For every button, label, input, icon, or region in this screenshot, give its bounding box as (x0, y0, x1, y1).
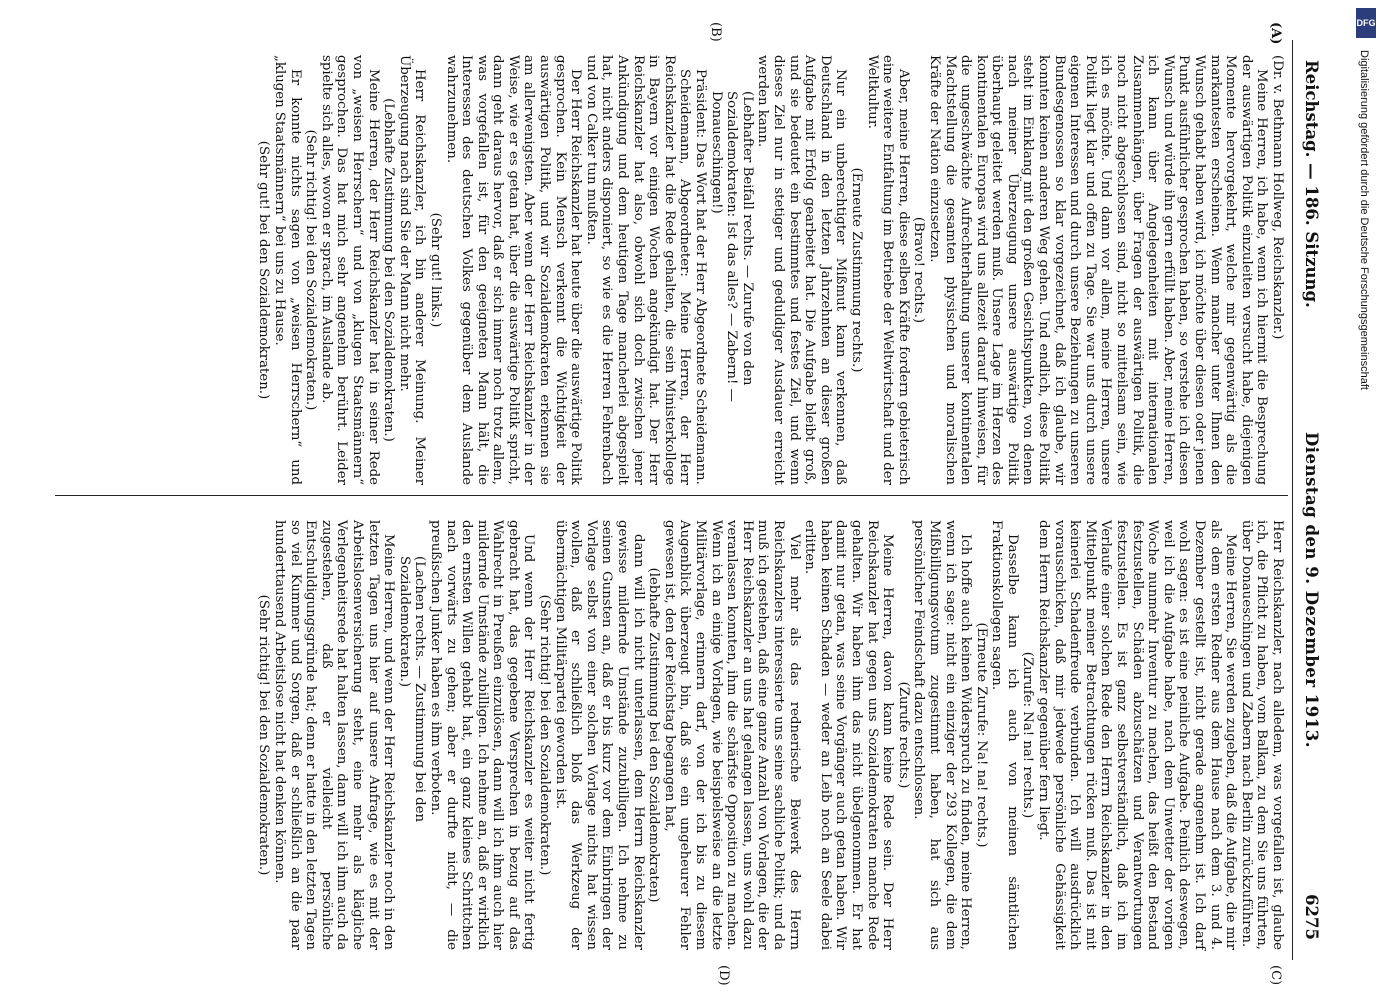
paragraph: Meine Herren, und wenn der Herr Reichskanzler noch in den letzten Tagen uns hier auf unsere Anfrage, wie es mit der Arbeitslosenversicherung steht, eine mehr als klägliche Verlegenheitsrede hat halten lassen, dann will ich ihm auch da zugestehen, daß er vielleicht persönliche Entschuldigungsgründe hat; denn er hatte in den letzten Tagen so viel Kummer und Sorgen, daß er schließlich an die paar hunderttausend Arbeitslose nicht hat denken können. (272, 520, 397, 950)
interjection: (Zurufe rechts.) (895, 681, 911, 789)
interjection: (Lebhafter Beifall rechts. — Zurufe von den Sozialdemokraten: Ist das alles? — Zabern! — Donaueschingen!) (708, 91, 755, 402)
rotated-page-frame (43, 0, 1343, 1000)
interjection: (lebhafte Zustimmung bei den Sozialdemokraten) (646, 567, 662, 903)
dfg-logo: DFG (1356, 8, 1376, 38)
paragraph: Meine Herren, davon kann keine Rede sein. Der Herr Reichskanzler hat gegen uns Sozialdemokraten manche Rede gehalten. Wir haben ihm das nicht übelgenommen. Er hat damit nur getan, was seine Vorgänger auch getan haben. Wir haben keinen Schaden — weder an Leib noch an Seele dabei erlitten. (802, 520, 896, 950)
interjection: (Zurufe: Na! na! rechts.) (1020, 651, 1036, 819)
paragraph: Er konnte nichts sagen von „weisen Herrschern“ und „klugen Staatsmännern“ bei uns zu Hause. (272, 55, 303, 485)
paragraph: Meine Herren, der Herr Reichskanzler hat in seiner Rede von „weisen Herrschern“ und von „klugen Staatsmännern“ gesprochen. Das hat mich sehr angenehm berührt. Leider spielte sich alles, wovon er sprach, im Auslande ab. (318, 55, 381, 485)
paragraph: (Dr. v. Bethmann Hollweg, Reichskanzler.) (1270, 55, 1285, 340)
running-head-date: Dienstag den 9. Dezember 1913. (1302, 432, 1321, 748)
paragraph: Herr Reichskanzler, nach alledem, was vorgefallen ist, glaube ich, die Pflicht zu haben, vom Balkan, zu dem Sie uns führten, über Donaueschingen und Zabern nach Berlin zurückzuführen. (1238, 520, 1285, 950)
digitization-note-text: Digitalisierung gefördert durch die Deutsche Forschungsgemeinschaft (1358, 50, 1370, 390)
interjection: (Sehr gut! links.) (427, 212, 443, 328)
paragraph: Scheidemann, Abgeordneter: Meine Herren, der Herr Reichskanzler hat die Rede gehalten, die sein Ministerkollege in Bayern vor einigen Wochen angekündigt hat. Der Herr Reichskanzler hat also, obwohl sich doch zwischen jener Ankündigung und dem heutigen Tage mancherlei abgespielt hat, nicht anders disponiert, so wie es die Herren Fehrenbach und von Calker tun mußten. (583, 55, 693, 485)
column-divider (55, 495, 1288, 496)
paragraph: Aber, meine Herren, diese selben Kräfte fordern gebieterisch eine weitere Entfaltung im Betriebe der Weltwirtschaft und der Weltkultur. (864, 55, 911, 485)
interjection: (Erneute Zustimmung rechts.) (848, 167, 864, 373)
paragraph: Meine Herren, ich habe, wenn ich hiermit die Besprechung der auswärtigen Politik einzuleiten versucht habe, diejenigen Momente hervorgekehrt, welche mir gegenwärtig als die markantesten erscheinen. Wenn mancher unter Ihnen den Wunsch gehabt haben wird, ich möchte über diesen oder jenen Punkt ausführlicher gesprochen haben, so verstehe ich diesen Wunsch und würde ihn gern erfüllt haben. Aber, meine Herren, ich kann über Angelegenheiten mit internationalen Zusammenhängen, über Fragen der auswärtigen Politik, die noch nicht abgeschlossen sind, nicht so mitteilsam sein, wie ich es möchte. Und dann vor allem, meine Herren, unsere Politik liegt klar und offen zu Tage. Sie war uns durch unsere eigenen Interessen und durch unsere Beziehungen zu unseren Bundesgenossen so klar vorgezeichnet, daß ich glaube, wir konnten keinen anderen Weg gehen. Und endlich, diese Politik steht im Einklang mit den großen Gesichtspunkten, von denen nach meiner Überzeugung unsere auswärtige Politik überhaupt geleitet werden muß. Unsere Lage im Herzen des kontinentalen Europas wird uns allezeit darauf hinweisen, für die ungeschwächte Aufrechterhaltung unserer kontinentalen Machtstellung die gesamten physischen und moralischen Kräfte der Nation einzusetzen. (926, 55, 1270, 485)
paragraph: Meine Herren, Sie werden zugeben, daß die Aufgabe, die mir als dem ersten Redner aus dem Hause nach dem 3. und 4. Dezember gestellt ist, nicht gerade angenehm ist. Ich darf wohl sagen: es ist eine peinliche Aufgabe. Peinlich deswegen, weil ich die Aufgabe habe, nach dem Unwetter der vorigen Woche nunmehr Inventur zu machen, das heißt den Bestand festzustellen, Schäden abzuschätzen und Verantwortungen festzustellen. Es ist ganz selbstverständlich, daß ich im Verlaufe einer solchen Rede den Herrn Reichskanzler in den Mittelpunkt meiner Betrachtungen rücken muß. Das ist mit keinerlei Schadenfreude verbunden. Ich will ausdrücklich vorausschicken, daß mir jedwede persönliche Gehässigkeit dem Herrn Reichskanzler gegenüber fern liegt. (1036, 520, 1239, 950)
right-text-column (256, 520, 1285, 950)
paragraph: Und wenn der Herr Reichskanzler es weiter nicht fertig gebracht hat, das gegebene Versprechen in bezug auf das Wahlrecht in Preußen einzulösen, dann will ich ihm auch hier mildernde Umstände zubilligen. Ich nehme an, daß er wirklich den ernsten Willen gehabt hat, ein ganz kleines Schrittchen nach vorwärts zu gehen; aber er durfte nicht, — die preußischen Junker haben es ihm verboten. (427, 520, 537, 950)
paragraph: Herr Reichskanzler, ich bin anderer Meinung. Meiner Überzeugung nach sind Sie der Mann nicht mehr. (396, 55, 428, 485)
paragraph: dann will ich nicht unterlassen, dem Herrn Reichskanzler gewisse mildernde Umstände zuzubilligen. Ich nehme zu seinen Gunsten an, daß er bis kurz vor dem Einbringen der Vorlage selbst von einer solchen Vorlage nichts hat wissen wollen, daß er schließlich bloß das Werkzeug der übermächtigen Militärpartei geworden ist. (552, 520, 646, 950)
interjection: (Sehr gut! bei den Sozialdemokraten.) (256, 140, 272, 400)
interjection: (Sehr richtig! bei den Sozialdemokraten.) (256, 594, 272, 876)
margin-marker-b: (B) (708, 22, 723, 42)
paragraph: Der Herr Reichskanzler hat heute über die auswärtige Politik gesprochen. Kein Mensch verkennt die Wichtigkeit der auswärtigen Politik, und wir Sozialdemokraten erkennen sie am allerwenigsten. Aber wenn der Herr Reichskanzler in der Weise, wie er es getan hat, über die auswärtige Politik spricht, dann geht daraus hervor, daß er sich immer noch trotz allem, was vorgefallen ist, für den geeigneten Mann hält, die Interessen des deutschen Volkes gegenüber dem Auslande wahrzunehmen. (443, 55, 584, 485)
digitization-note (1352, 10, 1378, 990)
interjection: (Erneute Zurufe: Na! na! rechts.) (973, 622, 989, 848)
interjection: (Sehr richtig! bei den Sozialdemokraten.) (537, 594, 553, 876)
margin-marker-c: (C) (1268, 965, 1283, 986)
header-rule (1292, 40, 1293, 960)
margin-marker-a: (A) (1268, 22, 1283, 45)
running-head-left: Reichstag. — 186. Sitzung. (1302, 60, 1321, 308)
paragraph: Präsident: Das Wort hat der Herr Abgeordnete Scheidemann. (693, 69, 709, 485)
margin-marker-d: (D) (716, 965, 731, 986)
left-text-column (256, 55, 1285, 485)
paragraph: Dasselbe kann ich auch von meinen sämtlichen Fraktionskollegen sagen. (989, 520, 1020, 950)
interjection: (Sehr richtig! bei den Sozialdemokraten.) (303, 129, 319, 411)
interjection: (Bravo! rechts.) (911, 216, 927, 324)
page-number: 6275 (1302, 894, 1321, 940)
paragraph: Ich hoffe auch keinen Widerspruch zu finden, meine Herren, wenn ich sage: nicht ein einziger der 293 Kollegen, die dem Mißbilligungsvotum zugestimmt haben, hat sich aus persönlicher Feindschaft dazu entschlossen. (911, 520, 974, 950)
interjection: (Lachen rechts. — Zustimmung bei den Sozialdemokraten.) (396, 556, 428, 823)
paragraph: Viel mehr als das rednerische Beiwerk des Herrn Reichskanzlers interessierte uns seine sachliche Politik; und da muß ich gestehen, daß eine ganze Anzahl von Vorlagen, die der Herr Reichskanzler an uns hat gelangen lassen, uns wohl dazu veranlassen konnten, ihm die schärfste Opposition zu machen. Wenn ich an einige Vorlagen, wie beispielsweise an die letzte Militärvorlage, erinnern darf, von der ich bis zu diesem Augenblick überzeugt bin, daß sie ein ungeheurer Fehler gewesen ist, den der Reichstag begangen hat, (661, 520, 802, 950)
paragraph: Nur ein unberechtigter Mißmut kann verkennen, daß Deutschland in den letzten Jahrzehnten an dieser großen Aufgabe mit Erfolg gearbeitet hat. Die Aufgabe bleibt groß, und sie bedeutet ein bestimmtes und festes Ziel, und wenn dieses Ziel nur in stetiger und geduldiger Ausdauer erreicht werden kann. (755, 55, 849, 485)
interjection: (Lebhafte Zustimmung bei den Sozialdemokraten.) (381, 98, 397, 442)
